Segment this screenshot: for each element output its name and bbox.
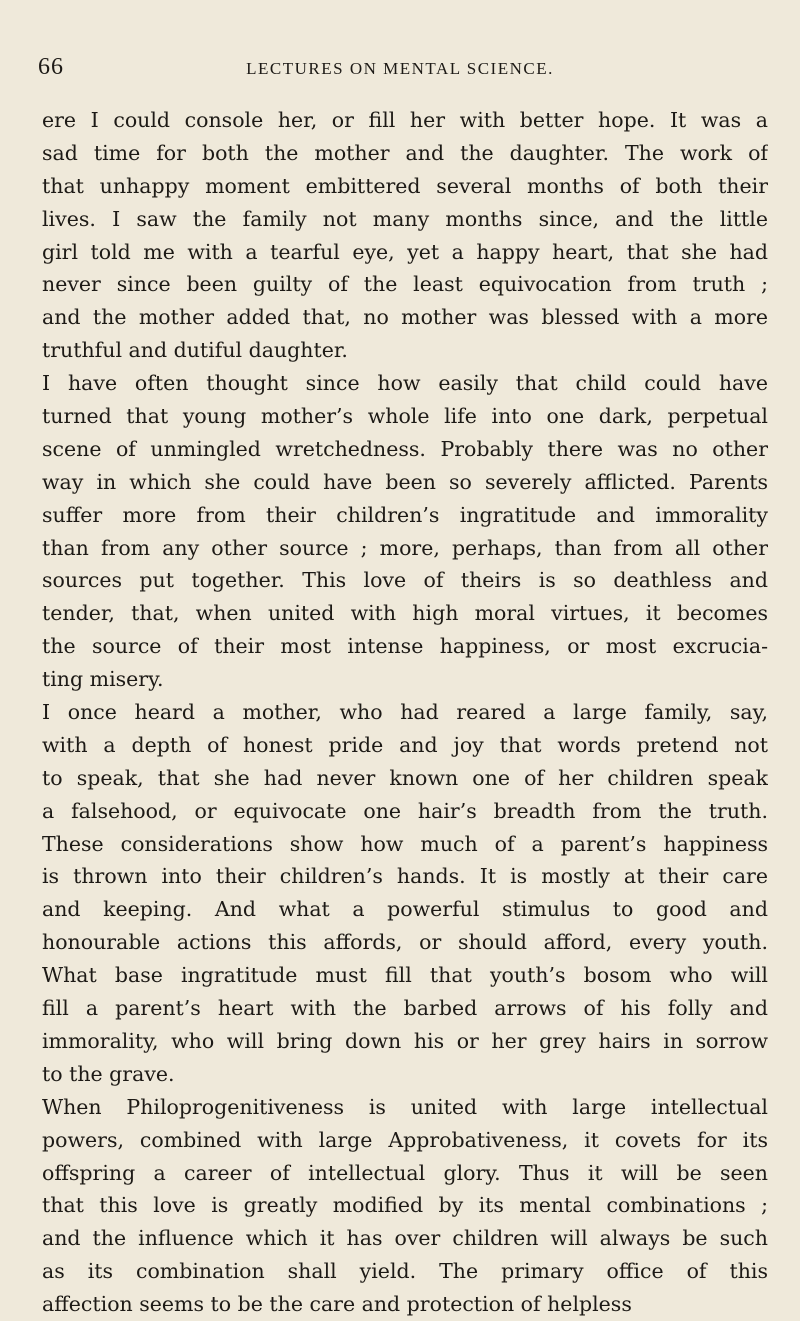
text-line: way in which she could have been so severely afflicted. Parents [42, 469, 768, 494]
text-line: ere I could console her, or fill her with better hope. It was a [42, 108, 768, 132]
body-text [42, 104, 768, 1321]
text-line: suffer more from their children’s ingratitude and immorality [42, 502, 768, 527]
text-line: I have often thought since how easily that child could have [42, 371, 768, 396]
paragraph [42, 696, 768, 1091]
text-line: What base ingratitude must fill that youth’s bosom who will [42, 963, 768, 988]
text-line: powers, combined with large Approbativeness, it covets for its [42, 1127, 768, 1152]
text-line: as its combination shall yield. The primary office of this [42, 1259, 768, 1284]
text-line: to the grave. [42, 1061, 175, 1086]
text-line: offspring a career of intellectual glory. Thus it will be seen [42, 1160, 768, 1185]
text-line: that unhappy moment embittered several months of both their [42, 173, 768, 198]
text-line: These considerations show how much of a parent’s happiness [42, 831, 768, 856]
text-line: immorality, who will bring down his or her grey hairs in sorrow [42, 1028, 768, 1053]
page-header [0, 50, 800, 90]
text-line: sad time for both the mother and the daughter. The work of [42, 140, 768, 165]
text-line: never since been guilty of the least equivocation from truth ; [42, 272, 768, 297]
text-line: and the mother added that, no mother was blessed with a more [42, 305, 768, 330]
text-line: is thrown into their children’s hands. It is mostly at their care [42, 864, 768, 889]
page-number: 66 [38, 54, 64, 80]
text-line: than from any other source ; more, perhaps, than from all other [42, 535, 768, 560]
text-line: with a depth of honest pride and joy that words pretend not [42, 732, 768, 757]
text-line: the source of their most intense happiness, or most excrucia- [42, 634, 768, 659]
text-line: scene of unmingled wretchedness. Probably there was no other [42, 436, 768, 461]
text-line: When Philoprogenitiveness is united with large intellectual [42, 1094, 768, 1119]
paragraph [42, 1091, 768, 1321]
text-line: a falsehood, or equivocate one hair’s breadth from the truth. [42, 798, 768, 823]
text-line: lives. I saw the family not many months since, and the little [42, 206, 768, 231]
text-line: girl told me with a tearful eye, yet a happy heart, that she had [42, 239, 768, 264]
text-line: to speak, that she had never known one of her children speak [42, 765, 768, 790]
text-line: honourable actions this affords, or should afford, every youth. [42, 930, 768, 955]
text-line: turned that young mother’s whole life into one dark, perpetual [42, 404, 768, 429]
text-line: fill a parent’s heart with the barbed arrows of his folly and [42, 996, 768, 1021]
paragraph [42, 367, 768, 696]
text-line: and keeping. And what a powerful stimulus to good and [42, 897, 768, 922]
text-line: I once heard a mother, who had reared a large family, say, [42, 700, 768, 725]
text-line: affection seems to be the care and protection of helpless [42, 1292, 632, 1317]
text-line: tender, that, when united with high moral virtues, it becomes [42, 601, 768, 626]
text-line: truthful and dutiful daughter. [42, 338, 348, 363]
text-line: that this love is greatly modified by its mental combinations ; [42, 1193, 768, 1218]
text-line: and the influence which it has over children will always be such [42, 1226, 768, 1251]
text-line: sources put together. This love of theirs is so deathless and [42, 568, 768, 593]
text-line: ting misery. [42, 667, 164, 692]
paragraph [42, 104, 768, 367]
running-head: LECTURES ON MENTAL SCIENCE. [246, 59, 554, 78]
